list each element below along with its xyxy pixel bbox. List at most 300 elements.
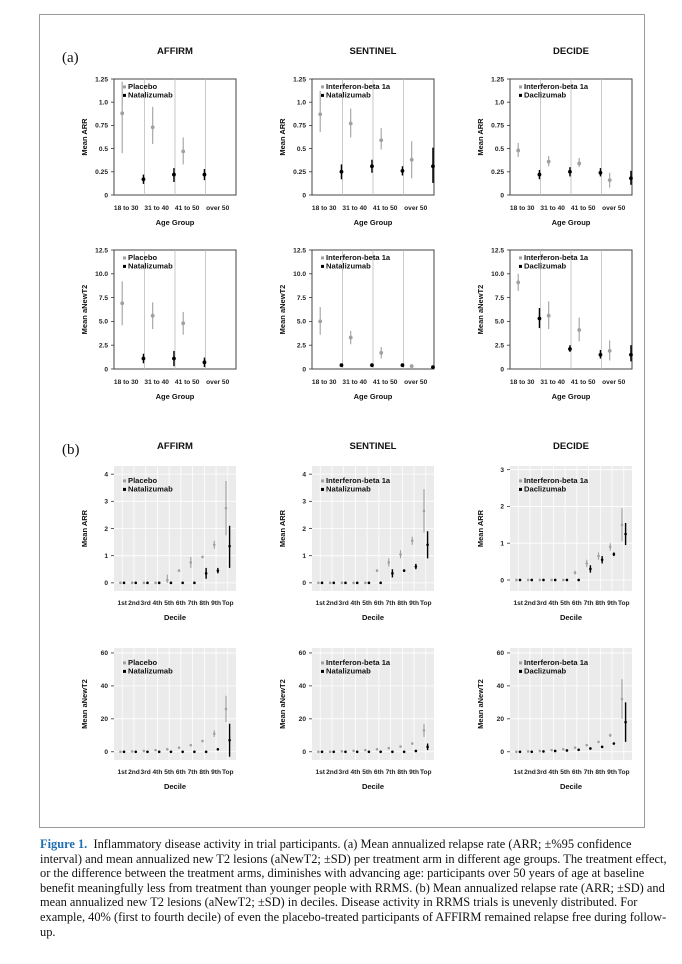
x-tick-label: 1st — [513, 600, 523, 607]
x-tick-label: 31 to 40 — [540, 379, 565, 386]
y-tick-label: 0.5 — [296, 145, 306, 153]
data-point — [554, 579, 557, 582]
data-point — [391, 572, 394, 575]
x-tick-label: 41 to 50 — [372, 205, 398, 212]
legend-swatch — [519, 85, 522, 88]
caption-label: Figure 1. — [40, 837, 88, 851]
y-tick-label: 10.0 — [491, 271, 504, 279]
data-point — [426, 746, 429, 749]
x-tick-label: 7th — [385, 769, 396, 776]
x-tick-label: 8th — [595, 769, 606, 776]
x-tick-label: 4th — [350, 769, 361, 776]
data-point — [562, 579, 565, 582]
y-tick-label: 7.5 — [98, 294, 108, 302]
legend-swatch — [519, 94, 522, 97]
data-point — [225, 708, 228, 711]
x-tick-label: 6th — [373, 600, 384, 607]
x-tick-label: 9th — [607, 600, 618, 607]
data-point — [379, 351, 383, 355]
x-tick-label: 2nd — [326, 600, 338, 607]
data-point — [225, 507, 228, 510]
data-point — [131, 582, 134, 585]
y-axis-label: Mean ARR — [80, 118, 89, 156]
y-tick-label: 2.5 — [494, 342, 504, 350]
x-tick-label: 31 to 40 — [342, 205, 367, 212]
data-point — [423, 510, 426, 513]
y-axis-label: Mean ARR — [476, 509, 485, 548]
data-point — [624, 721, 627, 724]
data-point — [403, 750, 406, 753]
y-tick-label: 2.5 — [98, 342, 108, 350]
data-point — [530, 579, 533, 582]
data-point — [120, 111, 124, 115]
x-tick-label: 9th — [211, 769, 222, 776]
x-tick-label: 41 to 50 — [372, 379, 398, 386]
y-tick-label: 0.5 — [494, 145, 504, 153]
data-point — [431, 164, 435, 168]
data-point — [577, 328, 581, 332]
y-tick-label: 12.5 — [491, 247, 504, 255]
data-point — [228, 545, 231, 548]
x-axis-label: Age Group — [155, 218, 195, 227]
y-axis-label: Mean aNewT2 — [476, 284, 485, 335]
y-tick-label: 1 — [500, 540, 504, 548]
x-tick-label: 3rd — [338, 769, 349, 776]
x-tick-label: 3rd — [140, 769, 151, 776]
data-point — [217, 569, 220, 572]
data-point — [317, 582, 320, 585]
data-point — [349, 336, 353, 340]
data-point — [119, 750, 122, 753]
y-tick-label: 12.5 — [293, 247, 306, 255]
y-axis-label: Mean ARR — [278, 118, 287, 156]
data-point — [344, 582, 347, 585]
data-point — [624, 533, 627, 536]
x-axis-label: Age Group — [551, 218, 591, 227]
y-tick-label: 0.75 — [293, 122, 306, 130]
data-point — [431, 365, 435, 369]
legend-label: Daclizumab — [524, 261, 567, 271]
x-tick-label: 41 to 50 — [570, 205, 596, 212]
x-axis-label: Age Group — [155, 392, 195, 401]
panel-label-a: (a) — [62, 50, 79, 66]
x-tick-label: 2nd — [326, 769, 338, 776]
x-tick-label: 6th — [571, 769, 582, 776]
data-point — [601, 746, 604, 749]
data-point — [376, 748, 379, 751]
data-point — [193, 582, 196, 585]
x-tick-label: 5th — [362, 600, 373, 607]
legend-label: Interferon-beta 1a — [326, 82, 391, 91]
caption-text: Inflammatory disease activity in trial participants. (a) Mean annualized relapse rate (ARR; ±%95 confidence interval) and mean annualized new T2 lesions (aNewT2; ±SD) per treatment arm in different age groups. The treatment effect, or the difference between the treatment arms, diminishes with advancing age: participants over 50 years of age at baseline benefit meaningfully less from treatment than younger people with RRMS. (b) Mean annualized relapse rate (ARR; ±SD) and mean annualized new T2 lesions (aNewT2; ±SD) in deciles. Disease activity in RRMS trials is unevenly distributed. For example, 40% (first to fourth decile) of even the placebo-treated participants of AFFIRM remained relapse free during follow-up. — [40, 837, 667, 939]
legend-label: Interferon-beta 1a — [524, 253, 589, 262]
y-tick-label: 1.0 — [494, 99, 504, 107]
data-point — [332, 750, 335, 753]
data-point — [423, 729, 426, 732]
data-point — [415, 565, 418, 568]
legend-swatch — [321, 85, 324, 88]
legend-swatch — [321, 661, 324, 664]
x-tick-label: 4th — [548, 769, 559, 776]
x-tick-label: 1st — [315, 600, 325, 607]
y-axis-label: Mean aNewT2 — [278, 284, 287, 335]
y-tick-label: 5.0 — [296, 318, 306, 326]
data-point — [542, 750, 545, 753]
data-point — [608, 349, 612, 353]
x-tick-label: 6th — [571, 600, 582, 607]
y-tick-label: 4 — [302, 471, 306, 479]
data-point — [410, 364, 414, 368]
data-point — [370, 164, 374, 168]
data-point — [547, 314, 551, 318]
y-tick-label: 60 — [100, 650, 108, 658]
y-axis-label: Mean ARR — [80, 509, 89, 548]
x-tick-label: 4th — [152, 769, 163, 776]
data-point — [341, 582, 344, 585]
data-point — [151, 314, 155, 318]
x-tick-label: 8th — [199, 600, 210, 607]
data-point — [158, 582, 161, 585]
x-tick-label: over 50 — [602, 205, 626, 212]
data-point — [415, 750, 418, 753]
y-tick-label: 0 — [302, 749, 306, 757]
y-tick-label: 3 — [302, 498, 306, 506]
chart-b-affirm-t2 — [80, 648, 236, 791]
data-point — [399, 745, 402, 748]
data-point — [519, 579, 522, 582]
data-point — [318, 320, 322, 324]
x-tick-label: 6th — [175, 769, 186, 776]
y-axis-label: Mean aNewT2 — [278, 679, 287, 729]
data-point — [387, 747, 390, 750]
y-tick-label: 5.0 — [494, 318, 504, 326]
legend-swatch — [123, 265, 126, 268]
data-point — [172, 173, 176, 177]
x-axis-label: Age Group — [551, 392, 591, 401]
y-tick-label: 10.0 — [293, 271, 306, 279]
x-tick-label: 5th — [164, 769, 175, 776]
y-tick-label: 12.5 — [95, 247, 108, 255]
y-tick-label: 20 — [496, 716, 504, 724]
data-point — [599, 353, 603, 357]
x-tick-label: 5th — [164, 600, 175, 607]
data-point — [621, 524, 624, 527]
data-point — [170, 582, 173, 585]
data-point — [516, 149, 520, 153]
y-tick-label: 5.0 — [98, 318, 108, 326]
x-tick-label: 31 to 40 — [144, 205, 169, 212]
data-point — [629, 176, 633, 180]
x-tick-label: 7th — [583, 769, 594, 776]
data-point — [515, 750, 518, 753]
x-tick-label: 2nd — [524, 600, 536, 607]
plot-title: SENTINEL — [349, 441, 397, 452]
data-point — [613, 742, 616, 745]
data-point — [547, 160, 551, 164]
legend-swatch — [123, 85, 126, 88]
x-axis-label: Decile — [361, 613, 385, 622]
data-point — [574, 746, 577, 749]
chart-a-affirm-t2 — [80, 247, 236, 401]
data-point — [151, 125, 155, 129]
x-tick-label: Top — [617, 769, 630, 776]
data-point — [629, 353, 633, 357]
y-tick-label: 3 — [500, 466, 504, 474]
x-tick-label: 4th — [152, 600, 163, 607]
x-tick-label: 31 to 40 — [540, 205, 565, 212]
data-point — [364, 582, 367, 585]
legend-swatch — [321, 256, 324, 259]
data-point — [387, 561, 390, 564]
y-tick-label: 0 — [104, 366, 108, 374]
plot-title: AFFIRM — [157, 441, 193, 452]
chart-b-affirm-arr — [80, 441, 236, 622]
data-point — [146, 750, 149, 753]
data-point — [123, 582, 126, 585]
legend-label: Placebo — [128, 253, 158, 262]
chart-b-decide-t2 — [476, 648, 632, 791]
x-tick-label: 18 to 30 — [113, 379, 139, 386]
x-tick-label: Top — [419, 600, 432, 607]
legend-swatch — [123, 479, 126, 482]
legend-swatch — [123, 488, 126, 491]
data-point — [356, 582, 359, 585]
x-axis-label: Decile — [559, 613, 583, 622]
x-tick-label: 18 to 30 — [311, 205, 337, 212]
data-point — [329, 582, 332, 585]
charts-group — [80, 46, 633, 791]
data-point — [203, 360, 207, 364]
data-point — [142, 357, 146, 361]
x-tick-label: 9th — [211, 600, 222, 607]
data-point — [158, 750, 161, 753]
data-point — [530, 750, 533, 753]
data-point — [539, 750, 542, 753]
data-point — [181, 750, 184, 753]
x-tick-label: 3rd — [536, 600, 547, 607]
data-point — [318, 112, 322, 116]
x-tick-label: 8th — [397, 769, 408, 776]
y-tick-label: 0.25 — [491, 169, 504, 177]
y-axis-label: Mean aNewT2 — [476, 679, 485, 729]
legend-swatch — [519, 488, 522, 491]
x-tick-label: 41 to 50 — [570, 379, 596, 386]
y-tick-label: 0.25 — [293, 169, 306, 177]
x-tick-label: Top — [221, 600, 234, 607]
legend-swatch — [519, 479, 522, 482]
y-tick-label: 0 — [500, 366, 504, 374]
data-point — [201, 740, 204, 743]
x-tick-label: 3rd — [536, 769, 547, 776]
legend-swatch — [321, 488, 324, 491]
x-tick-label: 6th — [175, 600, 186, 607]
data-point — [120, 301, 124, 305]
data-point — [217, 748, 220, 751]
x-tick-label: 31 to 40 — [144, 379, 169, 386]
x-tick-label: 1st — [513, 769, 523, 776]
x-tick-label: Top — [221, 769, 234, 776]
figure-caption — [40, 837, 670, 939]
y-tick-label: 2.5 — [296, 342, 306, 350]
data-point — [340, 170, 344, 174]
data-point — [566, 579, 569, 582]
data-point — [352, 582, 355, 585]
data-point — [403, 569, 406, 572]
data-point — [205, 572, 208, 575]
data-point — [577, 162, 581, 166]
legend-label: Placebo — [128, 658, 158, 667]
y-tick-label: 0 — [500, 577, 504, 585]
legend-label: Natalizumab — [128, 261, 173, 271]
y-tick-label: 7.5 — [494, 294, 504, 302]
y-tick-label: 0 — [104, 749, 108, 757]
data-point — [401, 169, 405, 173]
data-point — [379, 582, 382, 585]
y-tick-label: 0 — [500, 192, 504, 200]
chart-a-sentinel-arr — [278, 46, 435, 227]
x-tick-label: 4th — [350, 600, 361, 607]
legend-label: Interferon-beta 1a — [524, 82, 589, 91]
y-tick-label: 0 — [104, 192, 108, 200]
legend-swatch — [321, 265, 324, 268]
data-point — [542, 579, 545, 582]
legend-swatch — [123, 661, 126, 664]
legend-label: Interferon-beta 1a — [326, 253, 391, 262]
x-tick-label: 8th — [595, 600, 606, 607]
y-tick-label: 2 — [302, 525, 306, 533]
data-point — [203, 173, 207, 177]
legend-swatch — [123, 94, 126, 97]
x-tick-label: over 50 — [404, 379, 428, 386]
data-point — [609, 734, 612, 737]
data-point — [213, 544, 216, 547]
data-point — [609, 546, 612, 549]
data-point — [589, 747, 592, 750]
data-point — [554, 750, 557, 753]
data-point — [376, 569, 379, 572]
y-tick-label: 0.75 — [491, 122, 504, 130]
data-point — [134, 750, 137, 753]
data-point — [228, 739, 231, 742]
data-point — [516, 280, 520, 284]
x-tick-label: 41 to 50 — [174, 379, 200, 386]
legend-swatch — [123, 670, 126, 673]
x-tick-label: 18 to 30 — [311, 379, 337, 386]
y-tick-label: 1.25 — [293, 76, 306, 84]
data-point — [142, 177, 146, 181]
x-tick-label: over 50 — [206, 205, 230, 212]
legend-label: Natalizumab — [326, 261, 371, 271]
x-tick-label: 2nd — [524, 769, 536, 776]
x-tick-label: 9th — [607, 769, 618, 776]
data-point — [411, 539, 414, 542]
data-point — [379, 138, 383, 142]
x-tick-label: Top — [419, 769, 432, 776]
data-point — [356, 750, 359, 753]
data-point — [410, 158, 414, 162]
x-axis-label: Decile — [163, 613, 187, 622]
legend-swatch — [519, 670, 522, 673]
data-point — [213, 732, 216, 735]
data-point — [201, 556, 204, 559]
data-point — [601, 558, 604, 561]
y-tick-label: 60 — [496, 650, 504, 658]
x-tick-label: 3rd — [338, 600, 349, 607]
x-tick-label: 18 to 30 — [509, 379, 535, 386]
data-point — [566, 749, 569, 752]
data-point — [166, 748, 169, 751]
data-point — [527, 579, 530, 582]
data-point — [391, 750, 394, 753]
data-point — [621, 698, 624, 701]
data-point — [123, 750, 126, 753]
plot-title: DECIDE — [553, 441, 589, 452]
data-point — [193, 750, 196, 753]
y-tick-label: 0 — [104, 580, 108, 588]
y-tick-label: 1.25 — [491, 76, 504, 84]
data-point — [568, 170, 572, 174]
y-tick-label: 7.5 — [296, 294, 306, 302]
data-point — [349, 122, 353, 126]
y-tick-label: 4 — [104, 471, 108, 479]
x-tick-label: 7th — [187, 600, 198, 607]
y-tick-label: 40 — [298, 683, 306, 691]
data-point — [597, 555, 600, 558]
data-point — [426, 544, 429, 547]
x-tick-label: 6th — [373, 769, 384, 776]
legend-label: Natalizumab — [326, 484, 371, 494]
data-point — [143, 582, 146, 585]
legend-swatch — [123, 256, 126, 259]
x-tick-label: 9th — [409, 769, 420, 776]
x-tick-label: 8th — [199, 769, 210, 776]
x-tick-label: 7th — [385, 600, 396, 607]
data-point — [519, 750, 522, 753]
legend-label: Interferon-beta 1a — [524, 658, 589, 667]
x-tick-label: 4th — [548, 600, 559, 607]
y-tick-label: 20 — [100, 716, 108, 724]
data-point — [154, 749, 157, 752]
legend-label: Natalizumab — [128, 666, 173, 676]
x-tick-label: 41 to 50 — [174, 205, 200, 212]
data-point — [166, 579, 169, 582]
chart-a-affirm-arr — [80, 46, 236, 227]
legend-label: Natalizumab — [128, 90, 173, 100]
y-tick-label: 0 — [302, 192, 306, 200]
data-point — [599, 171, 603, 175]
x-tick-label: 2nd — [128, 769, 140, 776]
x-tick-label: over 50 — [602, 379, 626, 386]
data-point — [172, 357, 176, 361]
data-point — [321, 582, 324, 585]
legend-swatch — [519, 265, 522, 268]
data-point — [589, 568, 592, 571]
chart-b-decide-arr — [476, 441, 632, 622]
data-point — [562, 748, 565, 751]
y-tick-label: 0 — [302, 366, 306, 374]
x-tick-label: 2nd — [128, 600, 140, 607]
x-tick-label: 7th — [583, 600, 594, 607]
plot-title: AFFIRM — [157, 46, 193, 57]
x-axis-label: Age Group — [353, 218, 393, 227]
data-point — [205, 750, 208, 753]
y-tick-label: 0.5 — [98, 145, 108, 153]
data-point — [608, 178, 612, 182]
data-point — [411, 742, 414, 745]
data-point — [613, 553, 616, 556]
x-tick-label: 1st — [117, 600, 127, 607]
legend-label: Natalizumab — [128, 484, 173, 494]
